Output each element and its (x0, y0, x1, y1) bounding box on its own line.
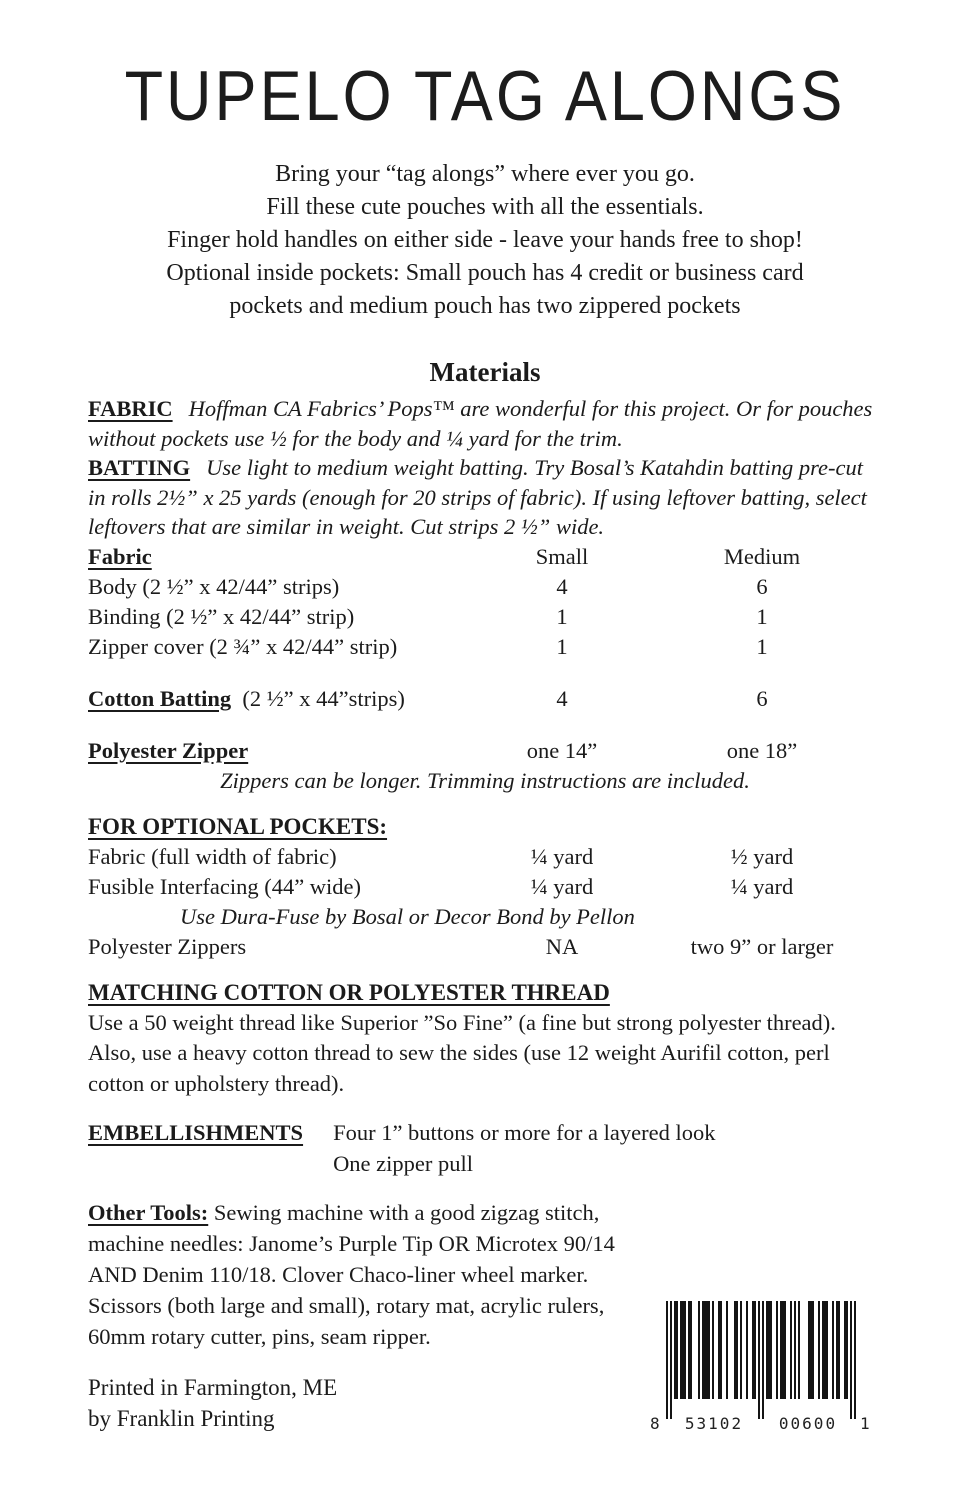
row-label: Fusible Interfacing (44” wide) (88, 873, 362, 899)
barcode-digits-right: 00600 (778, 1414, 838, 1433)
embellishments-line: One zipper pull (333, 1151, 474, 1176)
row-small-value: 4 (556, 685, 568, 711)
printer-credit-line: by Franklin Printing (88, 1406, 275, 1431)
embellishments-label: EMBELLISHMENTS (88, 1120, 304, 1145)
barcode-digit-first: 8 (650, 1414, 660, 1433)
intro-line: pockets and medium pouch has two zippered pockets (229, 293, 741, 319)
row-small-value: NA (545, 933, 579, 959)
page-title: TUPELO TAG ALONGS (124, 57, 846, 136)
batting-paragraph (88, 453, 882, 542)
table-header-fabric: Fabric (88, 543, 152, 569)
table-row (88, 572, 882, 602)
row-label: Zipper cover (2 ¾” x 42/44” strip) (88, 633, 398, 659)
row-medium-value: 1 (756, 603, 768, 629)
intro-line: Optional inside pockets: Small pouch has 4 credit or business card (166, 260, 804, 286)
interfacing-note: Use Dura-Fuse by Bosal or Decor Bond by Pellon (180, 903, 635, 929)
zipper-note: Zippers can be longer. Trimming instructions are included. (220, 767, 750, 793)
barcode-digits-left: 53102 (684, 1414, 744, 1433)
row-small-value: ¼ yard (530, 873, 594, 899)
row-medium-value: ½ yard (730, 843, 794, 869)
embellishments-section (88, 1117, 882, 1179)
row-label (88, 684, 482, 714)
batting-label: BATTING (88, 455, 191, 480)
other-tools-section (88, 1197, 882, 1443)
barcode-digit-last: 1 (860, 1414, 870, 1433)
fabric-description: Hoffman CA Fabrics’ Pops™ are wonderful for this project. Or for pouches without pockets use ½ for the body and ¼ yard for the trim. (88, 396, 873, 451)
other-tools-text: Sewing machine with a good zigzag stitch, machine needles: Janome’s Purple Tip OR Microtex 90/14 AND Denim 110/18. Clover Chaco-liner wheel marker. Scissors (both large and small), rotary mat, acrylic rulers, 60mm rotary cutter, pins, seam ripper. (88, 1200, 615, 1349)
row-label: Body (2 ½” x 42/44” strips) (88, 573, 340, 599)
intro-line: Fill these cute pouches with all the essentials. (266, 194, 704, 220)
upc-barcode (650, 1301, 882, 1443)
fabric-paragraph (88, 394, 882, 453)
barcode-bars (666, 1301, 856, 1419)
cotton-batting-label: Cotton Batting (88, 685, 232, 711)
thread-paragraph: Use a 50 weight thread like Superior ”So Fine” (a fine but strong polyester thread). Also, use a heavy cotton thread to sew the sides (use 12 weight Aurifil cotton, perl cotton or upholstery thread). (88, 1009, 836, 1096)
table-row (88, 842, 882, 872)
table-row (88, 632, 882, 662)
row-small-value: 1 (556, 633, 568, 659)
row-small-value: 4 (556, 573, 568, 599)
polyester-zippers-row (88, 932, 882, 962)
intro-line: Finger hold handles on either side - leave your hands free to shop! (167, 227, 803, 253)
batting-description: Use light to medium weight batting. Try Bosal’s Katahdin batting pre-cut in rolls 2½” x 25 yards (enough for 20 strips of fabric). If using leftover batting, select leftovers that are similar in weight. Cut strips 2 ½” wide. (88, 455, 867, 539)
polyester-zipper-row (88, 736, 882, 766)
fabric-table (88, 542, 882, 714)
thread-heading: MATCHING COTTON OR POLYESTER THREAD (88, 979, 610, 1005)
table-header-row (88, 542, 882, 572)
row-small-value: one 14” (526, 737, 598, 763)
row-medium-value: two 9” or larger (690, 933, 834, 959)
table-row (88, 872, 882, 902)
row-small-value: ¼ yard (530, 843, 594, 869)
printer-credit-line: Printed in Farmington, ME (88, 1375, 338, 1400)
table-header-small: Small (535, 543, 589, 569)
embellishments-line: Four 1” buttons or more for a layered look (333, 1120, 716, 1145)
cotton-batting-detail: (2 ½” x 44”strips) (242, 685, 405, 711)
row-medium-value: 6 (756, 573, 768, 599)
row-medium-value: 1 (756, 633, 768, 659)
row-label: Binding (2 ½” x 42/44” strip) (88, 603, 355, 629)
intro-line: Bring your “tag alongs” where ever you go. (275, 161, 695, 187)
fabric-label: FABRIC (88, 396, 173, 421)
materials-heading: Materials (429, 357, 541, 387)
table-row (88, 602, 882, 632)
row-medium-value: ¼ yard (730, 873, 794, 899)
row-medium-value: 6 (756, 685, 768, 711)
row-label: Fabric (full width of fabric) (88, 843, 337, 869)
row-label: Polyester Zippers (88, 933, 247, 959)
row-small-value: 1 (556, 603, 568, 629)
row-medium-value: one 18” (726, 737, 798, 763)
polyester-zipper-label: Polyester Zipper (88, 737, 249, 763)
optional-pockets-heading: FOR OPTIONAL POCKETS: (88, 813, 388, 839)
other-tools-label: Other Tools: (88, 1200, 209, 1225)
table-header-medium: Medium (723, 543, 801, 569)
cotton-batting-row (88, 684, 882, 714)
embellishments-list (333, 1117, 715, 1179)
intro-text (88, 158, 882, 323)
